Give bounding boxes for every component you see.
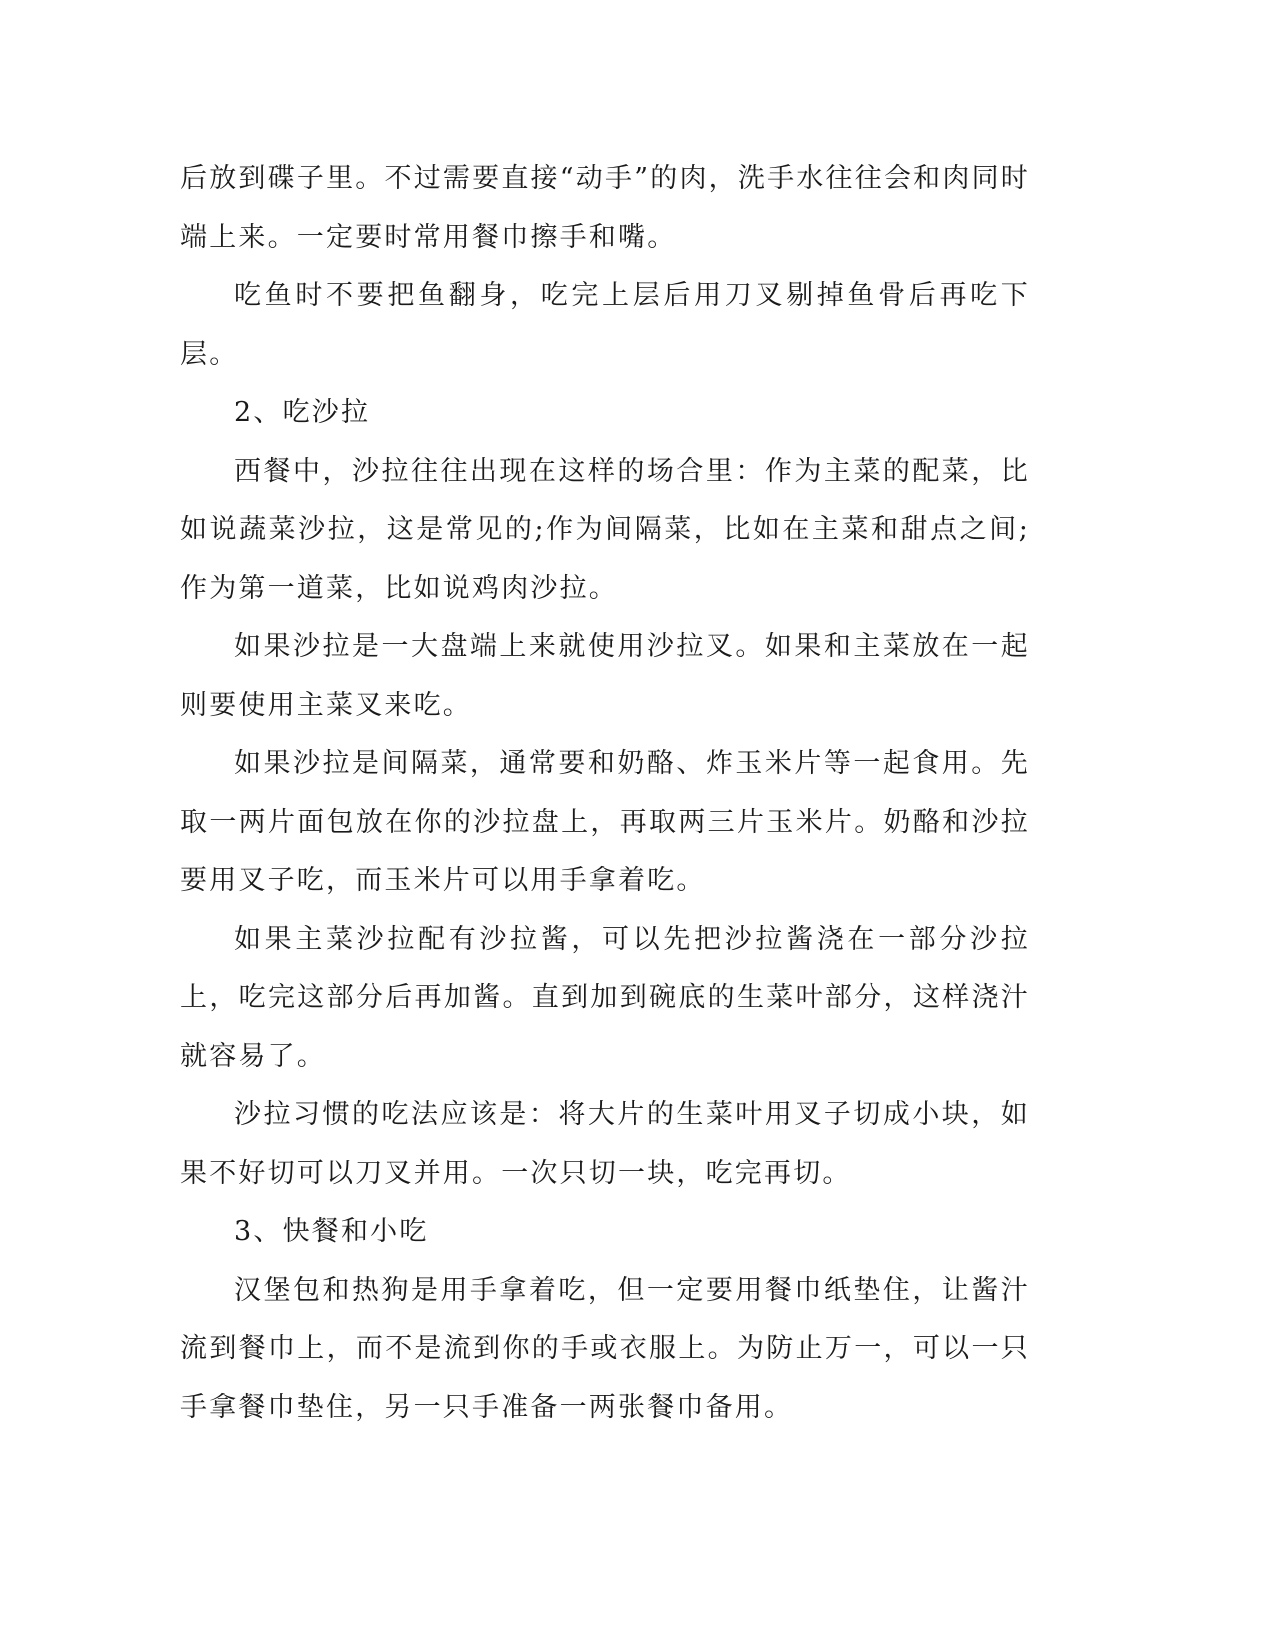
paragraph-salad-cutting: 沙拉习惯的吃法应该是：将大片的生菜叶用叉子切成小块，如果不好切可以刀叉并用。一次只切一块，吃完再切。 (180, 1099, 1030, 1189)
paragraph-salad-fork: 如果沙拉是一大盘端上来就使用沙拉叉。如果和主菜放在一起则要使用主菜叉来吃。 (180, 631, 1030, 721)
paragraph-continuation: 后放到碟子里。不过需要直接“动手”的肉，洗手水往往会和肉同时端上来。一定要时常用餐巾擦手和嘴。 (180, 163, 1030, 253)
paragraph-fish: 吃鱼时不要把鱼翻身，吃完上层后用刀叉剔掉鱼骨后再吃下层。 (180, 280, 1030, 370)
paragraph-salad-interval: 如果沙拉是间隔菜，通常要和奶酪、炸玉米片等一起食用。先取一两片面包放在你的沙拉盘上，再取两三片玉米片。奶酪和沙拉要用叉子吃，而玉米片可以用手拿着吃。 (180, 748, 1030, 896)
section-heading-salad: 2、吃沙拉 (234, 397, 371, 428)
paragraph-salad-dressing: 如果主菜沙拉配有沙拉酱，可以先把沙拉酱浇在一部分沙拉上，吃完这部分后再加酱。直到加到碗底的生菜叶部分，这样浇汁就容易了。 (180, 923, 1030, 1072)
document-body (180, 150, 1030, 1437)
paragraph-fastfood: 汉堡包和热狗是用手拿着吃，但一定要用餐巾纸垫住，让酱汁流到餐巾上，而不是流到你的手或衣服上。为防止万一，可以一只手拿餐巾垫住，另一只手准备一两张餐巾备用。 (180, 1274, 1030, 1423)
section-heading-fastfood: 3、快餐和小吃 (234, 1216, 429, 1247)
paragraph-salad-occasions: 西餐中，沙拉往往出现在这样的场合里：作为主菜的配菜，比如说蔬菜沙拉，这是常见的;作为间隔菜，比如在主菜和甜点之间;作为第一道菜，比如说鸡肉沙拉。 (180, 455, 1030, 604)
